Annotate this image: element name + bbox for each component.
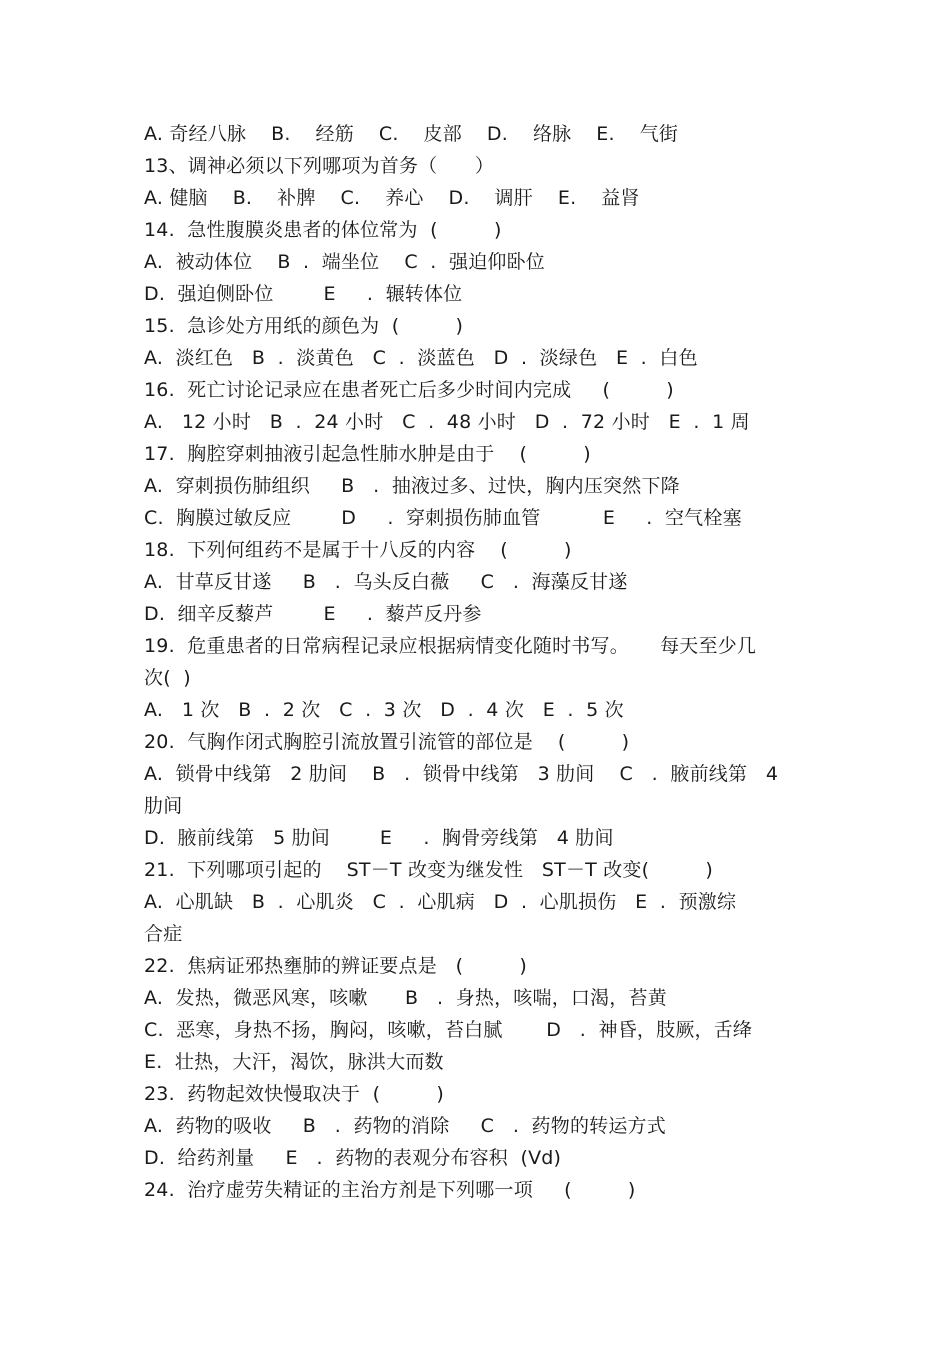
question-22: 22. 焦病证邪热壅肺的辨证要点是 ( ): [144, 955, 527, 977]
question-20: 20. 气胸作闭式胸腔引流放置引流管的部位是 ( ): [144, 731, 630, 753]
text-line: A. 健脑 B. 补脾 C. 养心 D. 调肝 E. 益肾: [144, 187, 640, 209]
text-line: D. 强迫侧卧位 E . 辗转体位: [144, 283, 463, 305]
text-line: 次( ): [144, 667, 191, 689]
question-19: 19. 危重患者的日常病程记录应根据病情变化随时书写。 每天至少几: [144, 635, 757, 657]
text-line: A. 奇经八脉 B. 经筋 C. 皮部 D. 络脉 E. 气街: [144, 123, 679, 145]
text-line: 合症: [144, 923, 183, 945]
text-line: A. 穿刺损伤肺组织 B . 抽液过多、过快，胸内压突然下降: [144, 475, 680, 497]
question-14: 14. 急性腹膜炎患者的体位常为 ( ): [144, 219, 502, 241]
question-17: 17. 胸腔穿刺抽液引起急性肺水肿是由于 ( ): [144, 443, 591, 465]
text-line: A. 发热，微恶风寒，咳嗽 B . 身热，咳喘，口渴，苔黄: [144, 987, 667, 1009]
question-16: 16. 死亡讨论记录应在患者死亡后多少时间内完成 ( ): [144, 379, 674, 401]
text-line: A. 1 次 B . 2 次 C . 3 次 D . 4 次 E . 5 次: [144, 699, 624, 721]
text-line: D. 细辛反藜芦 E . 藜芦反丹参: [144, 603, 482, 625]
text-line: C. 恶寒，身热不扬，胸闷，咳嗽，苔白腻 D . 神昏，肢厥，舌绛: [144, 1019, 753, 1041]
text-line: A. 12 小时 B . 24 小时 C . 48 小时 D . 72 小时 E . 1 周: [144, 411, 750, 433]
text-line: 肋间: [144, 795, 183, 817]
question-24: 24. 治疗虚劳失精证的主治方剂是下列哪一项 ( ): [144, 1179, 636, 1201]
text-line: A. 锁骨中线第 2 肋间 B . 锁骨中线第 3 肋间 C . 腋前线第 4: [144, 763, 779, 785]
text-line: D. 给药剂量 E . 药物的表观分布容积 (Vd): [144, 1147, 562, 1169]
text-line: A. 药物的吸收 B . 药物的消除 C . 药物的转运方式: [144, 1115, 666, 1137]
text-line: A. 甘草反甘遂 B . 乌头反白薇 C . 海藻反甘遂: [144, 571, 628, 593]
question-18: 18. 下列何组药不是属于十八反的内容 ( ): [144, 539, 572, 561]
question-13: 13、调神必须以下列哪项为首务（ ）: [144, 155, 495, 177]
text-line: D. 腋前线第 5 肋间 E . 胸骨旁线第 4 肋间: [144, 827, 614, 849]
text-line: A. 被动体位 B . 端坐位 C . 强迫仰卧位: [144, 251, 545, 273]
question-15: 15. 急诊处方用纸的颜色为 ( ): [144, 315, 464, 337]
text-line: A. 淡红色 B . 淡黄色 C . 淡蓝色 D . 淡绿色 E . 白色: [144, 347, 698, 369]
text-line: C. 胸膜过敏反应 D . 穿刺损伤肺血管 E . 空气栓塞: [144, 507, 742, 529]
text-line: E. 壮热，大汗，渴饮，脉洪大而数: [144, 1051, 444, 1073]
question-21: 21. 下列哪项引起的 ST－T 改变为继发性 ST－T 改变( ): [144, 859, 713, 881]
text-line: A. 心肌缺 B . 心肌炎 C . 心肌病 D . 心肌损伤 E . 预激综: [144, 891, 737, 913]
question-23: 23. 药物起效快慢取决于 ( ): [144, 1083, 444, 1105]
